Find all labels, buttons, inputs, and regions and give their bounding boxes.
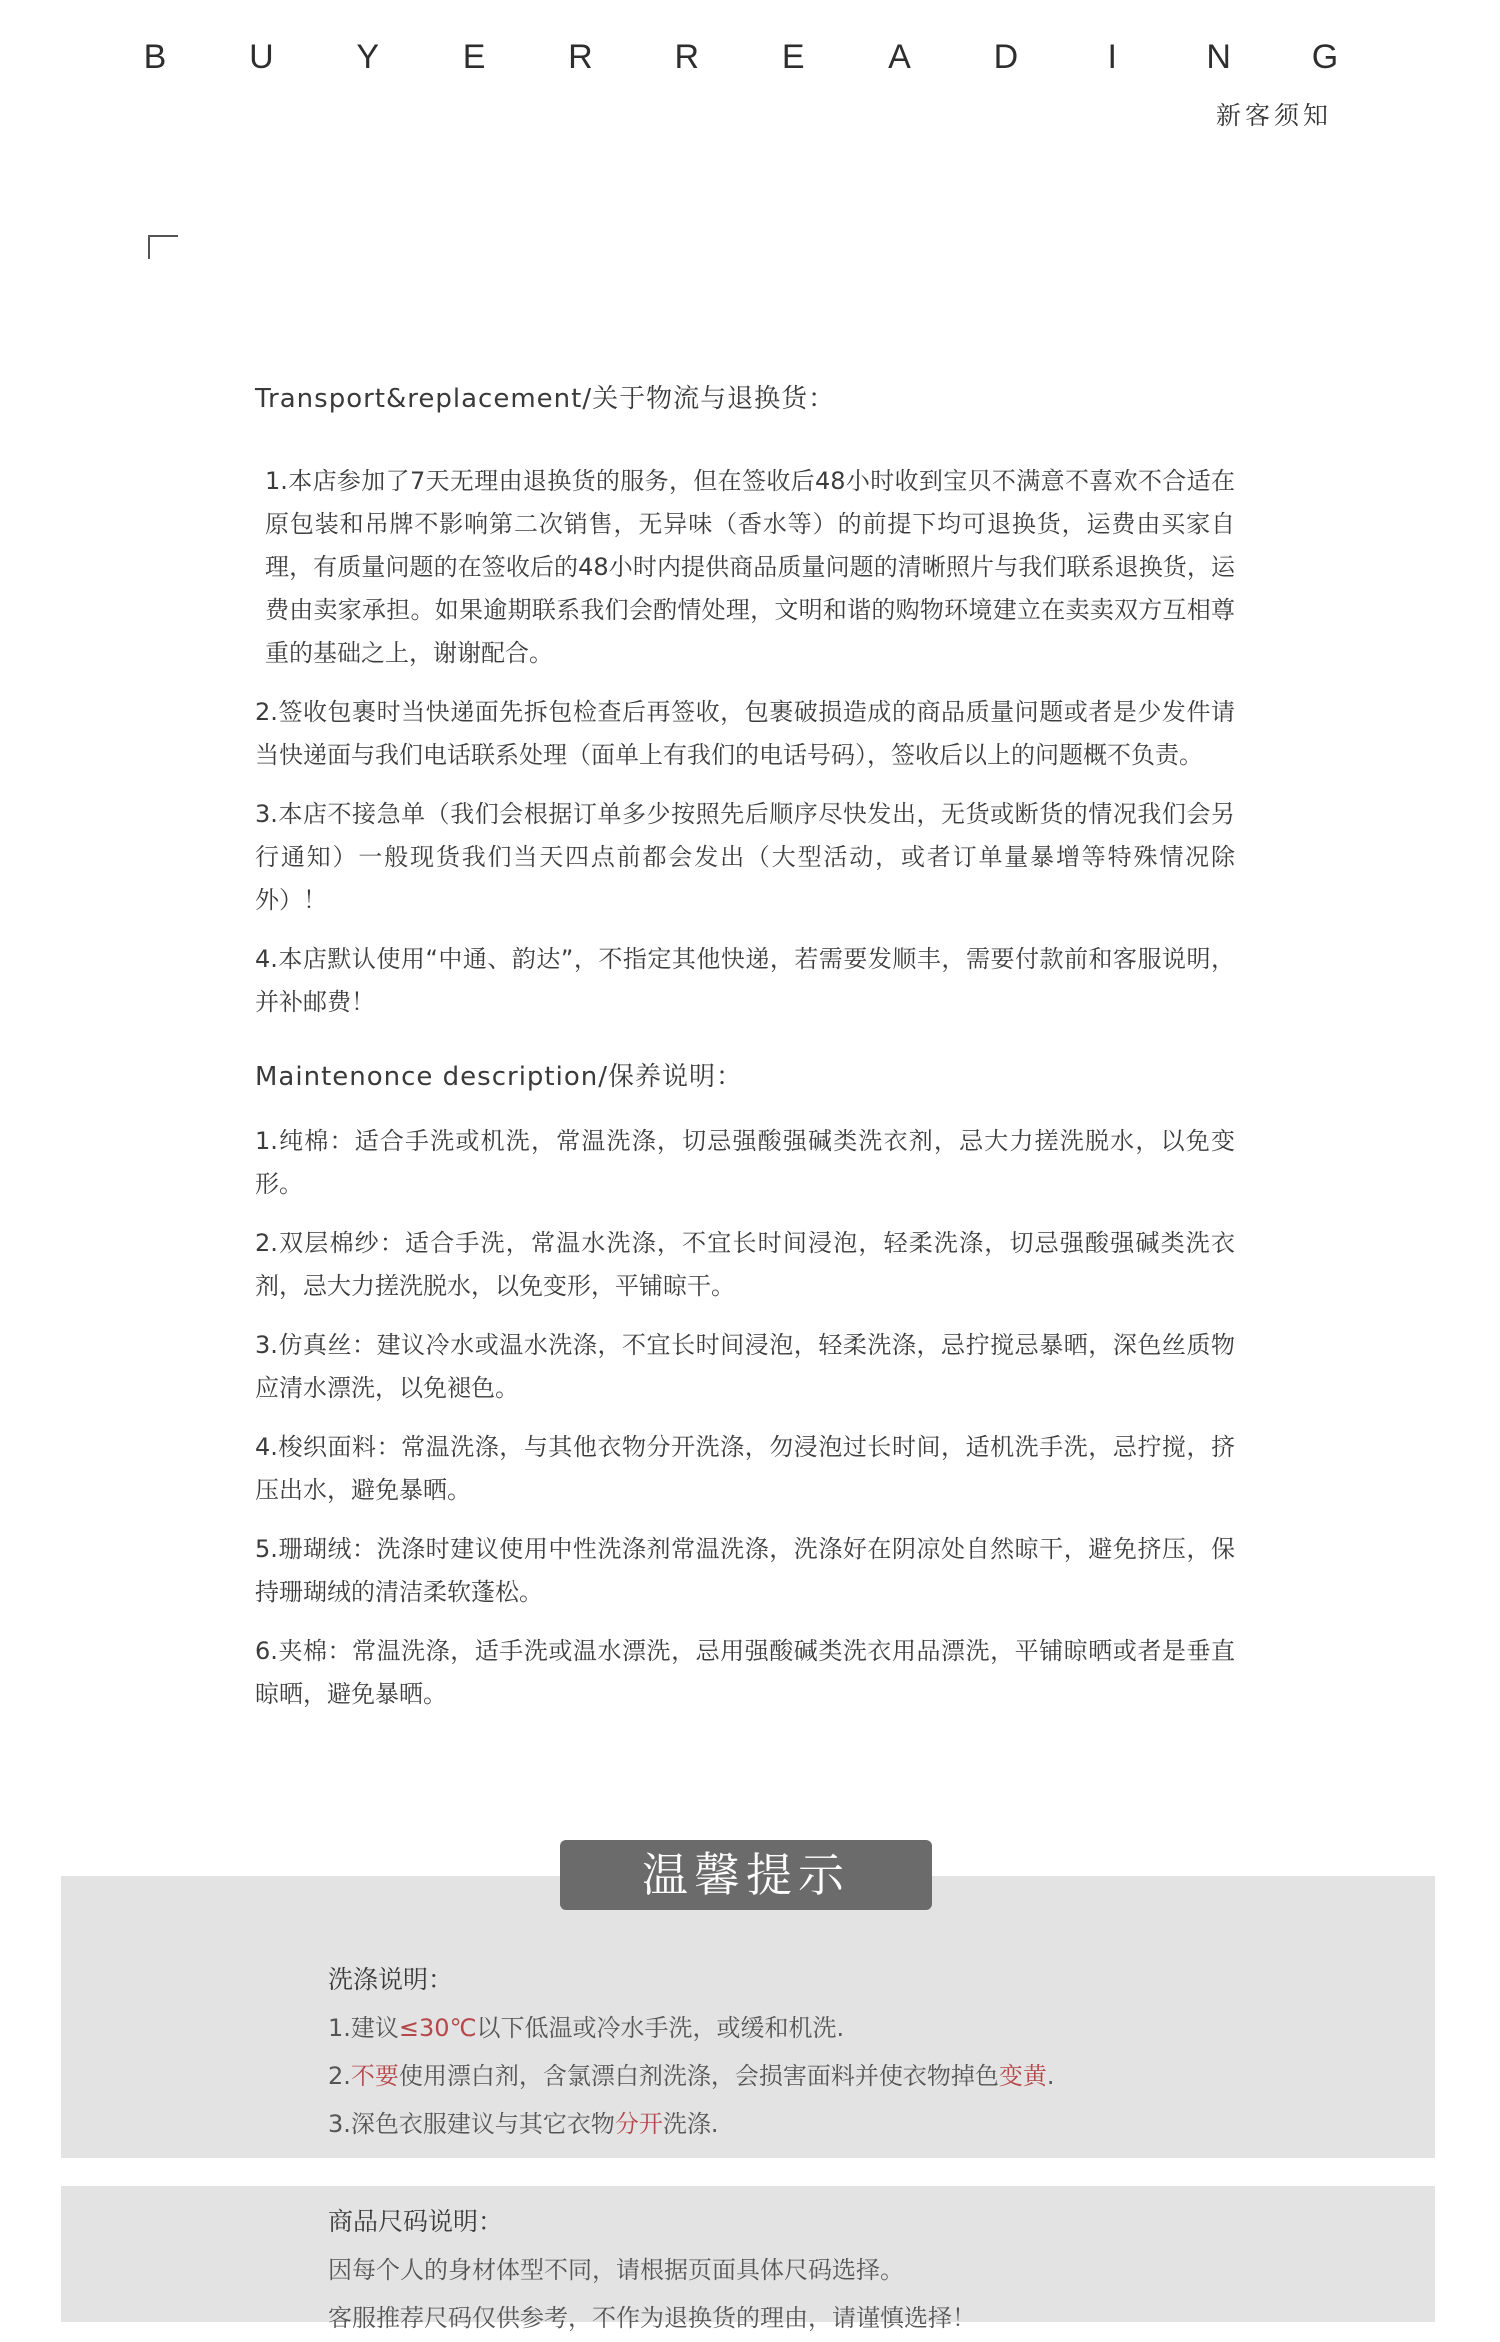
corner-bracket-decoration: [148, 235, 178, 259]
brand-letter: R: [568, 38, 593, 76]
transport-item: 3.本店不接急单（我们会根据订单多少按照先后顺序尽快发出，无货或断货的情况我们会另行通知）一般现货我们当天四点前都会发出（大型活动，或者订单量暴增等特殊情况除外）！: [255, 800, 1235, 914]
maintenance-section-title: Maintenonce description/保养说明：: [255, 1062, 743, 1092]
size-title: 商品尺码说明：: [328, 2207, 504, 2236]
brand-letter: E: [781, 38, 805, 76]
maintenance-item: 6.夹棉：常温洗涤，适手洗或温水漂洗，忌用强酸碱类洗衣用品漂洗，平铺晾晒或者是垂直晾晒，避免暴晒。: [255, 1637, 1235, 1708]
wash-line-1-text: 以下低温或冷水手洗，或缓和机洗.: [476, 2014, 845, 2042]
wash-line-2-text: 使用漂白剂，含氯漂白剂洗涤，会损害面料并使衣物掉色: [398, 2062, 999, 2090]
transport-item: 4.本店默认使用“中通、韵达”，不指定其他快递，若需要发顺丰，需要付款前和客服说明，并补邮费！: [255, 945, 1235, 1016]
transport-item: 1.本店参加了7天无理由退换货的服务，但在签收后48小时收到宝贝不满意不喜欢不合适在原包装和吊牌不影响第二次销售，无异味（香水等）的前提下均可退换货，运费由买家自理，有质量问题的在签收后的48小时内提供商品质量问题的清晰照片与我们联系退换货，运费由卖家承担。如果逾期联系我们会酌情处理，文明和谐的购物环境建立在卖卖双方互相尊重的基础之上，谢谢配合。: [265, 467, 1235, 667]
brand-letter: Y: [356, 38, 380, 76]
wash-line-1: [328, 2004, 1375, 2052]
wash-line-2: [328, 2052, 1375, 2100]
brand-letter: I: [1107, 38, 1117, 76]
maintenance-item: 3.仿真丝：建议冷水或温水洗涤，不宜长时间浸泡，轻柔洗涤，忌拧搅忌暴晒，深色丝质物应清水漂洗，以免褪色。: [255, 1331, 1235, 1402]
wash-title: 洗涤说明：: [328, 1965, 454, 1994]
wash-line-2-text: 2.: [328, 2062, 351, 2090]
notice-content: [255, 372, 1235, 1716]
brand-letter: E: [462, 38, 486, 76]
header-subtitle: 新客须知: [1215, 101, 1332, 130]
size-line-2: 客服推荐尺码仅供参考，不作为退换货的理由，请谨慎选择！: [328, 2304, 976, 2332]
wash-dont-highlight: 不要: [350, 2062, 399, 2090]
wash-line-3-text: 3.深色衣服建议与其它衣物: [328, 2110, 615, 2138]
size-line-1: 因每个人的身材体型不同，请根据页面具体尺码选择。: [328, 2256, 904, 2284]
wash-yellowing-highlight: 变黄: [998, 2062, 1047, 2090]
wash-line-3-text: 洗涤.: [662, 2110, 719, 2138]
maintenance-item: 2.双层棉纱：适合手洗，常温水洗涤，不宜长时间浸泡，轻柔洗涤，切忌强酸强碱类洗衣剂，忌大力搓洗脱水，以免变形，平铺晾干。: [255, 1229, 1235, 1300]
wash-line-2-text: .: [1046, 2062, 1055, 2090]
wash-separate-highlight: 分开: [614, 2110, 663, 2138]
transport-section-title: Transport&replacement/关于物流与退换货：: [255, 384, 836, 414]
size-instructions-box: [61, 2186, 1435, 2332]
brand-letter: U: [249, 38, 274, 76]
brand-letter: G: [1311, 38, 1339, 76]
wash-instructions-box: [61, 1876, 1435, 2158]
wash-line-1-text: 1.建议: [328, 2014, 399, 2042]
page-header: [0, 0, 1500, 140]
warm-tips-banner: 温馨提示: [560, 1840, 932, 1910]
brand-letter: N: [1206, 38, 1231, 76]
brand-letter: B: [143, 38, 167, 76]
maintenance-item: 5.珊瑚绒：洗涤时建议使用中性洗涤剂常温洗涤，洗涤好在阴凉处自然晾干，避免挤压，保持珊瑚绒的清洁柔软蓬松。: [255, 1535, 1235, 1606]
brand-letter: A: [888, 38, 911, 76]
brand-wordmark: [140, 38, 1340, 77]
brand-letter: D: [993, 38, 1019, 76]
brand-letter: R: [674, 38, 700, 76]
transport-item: 2.签收包裹时当快递面先拆包检查后再签收，包裹破损造成的商品质量问题或者是少发件请当快递面与我们电话联系处理（面单上有我们的电话号码），签收后以上的问题概不负责。: [255, 698, 1235, 769]
maintenance-item: 4.梭织面料：常温洗涤，与其他衣物分开洗涤，勿浸泡过长时间，适机洗手洗，忌拧搅，挤压出水，避免暴晒。: [255, 1433, 1235, 1504]
maintenance-item: 1.纯棉：适合手洗或机洗，常温洗涤，切忌强酸强碱类洗衣剂，忌大力搓洗脱水，以免变形。: [255, 1127, 1235, 1198]
wash-temp-highlight: ≤30℃: [398, 2014, 477, 2042]
wash-line-3: [328, 2100, 1375, 2148]
